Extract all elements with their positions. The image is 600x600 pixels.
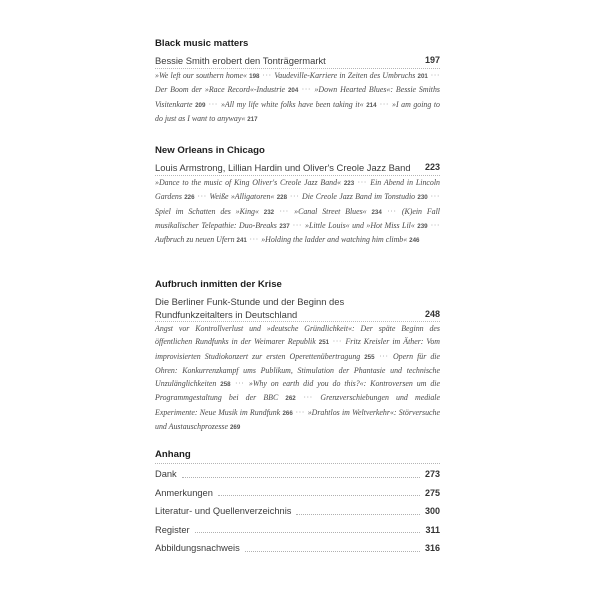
appendix-title: Anhang: [155, 449, 191, 460]
subsection-title: »Why on earth did you do this?«: Kontroversen um die Programmgestaltung bei der BBC: [155, 379, 440, 403]
subsection-page: 251: [318, 339, 330, 347]
appendix-label: Register: [155, 524, 190, 535]
separator: ···: [427, 192, 440, 202]
appendix-page: 275: [424, 487, 440, 498]
separator: ···: [354, 178, 371, 187]
subsection-title: Die Creole Jazz Band im Tonstudio: [302, 192, 416, 202]
subsection-page: 204: [287, 87, 299, 95]
subsection-page: 230: [417, 194, 428, 202]
subsection-title: »Canal Street Blues«: [294, 206, 367, 216]
subsection-page: 241: [236, 237, 247, 245]
subsection-title: »Drahtlos im Weltverkehr«: Störversuche und Austauschprozesse: [155, 407, 440, 432]
subsection-list: [155, 69, 440, 126]
separator: ···: [230, 379, 249, 389]
appendix-entry[interactable]: [155, 521, 440, 539]
subsection-page: 239: [417, 222, 428, 230]
appendix-entry[interactable]: [155, 502, 440, 520]
separator: ···: [292, 407, 308, 417]
chapter-entry[interactable]: [155, 161, 440, 174]
separator: ···: [376, 99, 393, 109]
chapter-page: 248: [424, 309, 440, 319]
subsection-entry[interactable]: [274, 71, 428, 80]
subsection-entry[interactable]: [261, 235, 419, 244]
chapter-page: 197: [424, 55, 440, 65]
separator: ···: [298, 85, 315, 95]
chapter-title: Die Berliner Funk-Stunde und der Beginn des Rundfunkzeitalters in Deutschland: [155, 296, 345, 320]
subsection-page: 266: [282, 409, 293, 417]
subsection-title: Opern für die Ohren: Konkurrenzkampf ums Publikum, Stimulation der Phantasie und technische Unzulänglichkeiten: [155, 351, 440, 389]
chapter-page: 223: [424, 162, 440, 172]
appendix-label: Dank: [155, 469, 177, 479]
separator: ···: [381, 206, 402, 216]
section-title: Black music matters: [155, 38, 249, 49]
divider: [155, 463, 440, 464]
separator: ···: [287, 192, 303, 202]
appendix-label: Abbildungsnachweis: [155, 543, 240, 553]
subsection-title: »Down Hearted Blues«: Bessie Smiths Visitenkarte: [155, 85, 440, 109]
subsection-entry[interactable]: [294, 207, 382, 216]
subsection-title: Angst vor Kontrollverlust und »deutsche Gründlichkeit«: Der späte Beginn des öffentlichen Rundfunks in der Weimarer Republik: [155, 324, 440, 347]
subsection-title: Aufbruch zu neuen Ufern: [155, 235, 235, 245]
subsection-title: »We left our southern home«: [155, 71, 247, 80]
separator: ···: [259, 71, 275, 80]
subsection-page: 234: [371, 208, 382, 216]
appendix-page: 300: [424, 506, 440, 516]
subsection-page: 228: [276, 194, 288, 202]
subsection-page: 246: [409, 237, 420, 245]
subsection-page: 214: [366, 101, 377, 109]
dot-leader: [296, 514, 420, 515]
section-title: Aufbruch inmitten der Krise: [155, 279, 282, 290]
subsection-title: (K)ein Fall musikalischer Telepathie: Duo-Breaks: [155, 206, 440, 230]
separator: ···: [427, 220, 440, 230]
subsection-entry[interactable]: [155, 235, 247, 244]
subsection-page: 237: [279, 222, 290, 230]
subsection-entry[interactable]: [155, 178, 354, 187]
dot-leader: [218, 495, 420, 496]
appendix-label: Literatur- und Quellenverzeichnis: [155, 506, 292, 516]
chapter-entry[interactable]: [155, 295, 440, 321]
subsection-title: Grenzverschiebungen und mediale Experimente: Neue Musik im Rundfunk: [155, 393, 440, 417]
subsection-list: [155, 176, 440, 247]
subsection-entry[interactable]: [210, 192, 287, 201]
separator: ···: [329, 337, 346, 347]
appendix-page: 273: [424, 469, 440, 479]
appendix-label: Anmerkungen: [155, 487, 213, 498]
subsection-title: Weiße »Alligatoren«: [209, 192, 275, 202]
subsection-title: Vaudeville-Karriere in Zeiten des Umbruchs: [274, 71, 416, 80]
separator: ···: [427, 71, 440, 80]
separator: ···: [374, 351, 393, 361]
dot-leader: [182, 477, 420, 478]
appendix-page: 316: [424, 543, 440, 553]
subsection-title: »Little Louis« und »Hot Miss Lil«: [305, 220, 415, 230]
separator: ···: [205, 99, 221, 109]
section-title: New Orleans in Chicago: [155, 145, 265, 156]
subsection-entry[interactable]: [221, 100, 377, 109]
subsection-page: 201: [417, 73, 428, 80]
subsection-page: 255: [364, 353, 375, 361]
subsection-page: 223: [343, 180, 355, 187]
subsection-title: Fritz Kreisler im Äther: Vom improvisierten Studiokonzert zur ersten Operettenübertragung: [155, 337, 440, 361]
subsection-entry[interactable]: [155, 85, 298, 94]
appendix-page: 311: [425, 524, 440, 535]
subsection-page: 262: [285, 395, 296, 403]
subsection-entry[interactable]: [305, 221, 428, 230]
separator: ···: [246, 235, 262, 245]
subsection-page: 198: [249, 73, 260, 80]
subsection-page: 209: [195, 101, 206, 109]
subsection-title: »Dance to the music of King Oliver's Creole Jazz Band«: [155, 178, 342, 187]
separator: ···: [194, 192, 210, 202]
subsection-title: »Holding the ladder and watching him climb«: [261, 235, 408, 245]
subsection-title: Ein Abend in Lincoln Gardens: [155, 178, 440, 202]
appendix-entry[interactable]: [155, 539, 440, 557]
subsection-page: 232: [263, 208, 275, 216]
subsection-entry[interactable]: [302, 192, 428, 201]
dot-leader: [195, 532, 421, 533]
subsection-title: »I am going to do just as I want to anyway«: [155, 99, 440, 123]
subsection-list: [155, 322, 440, 434]
chapter-title: Bessie Smith erobert den Tonträgermarkt: [155, 55, 326, 66]
appendix-entry[interactable]: [155, 484, 440, 502]
subsection-title: Spiel im Schatten des »King«: [155, 206, 259, 216]
subsection-entry[interactable]: [155, 71, 259, 80]
appendix-entry[interactable]: [155, 465, 440, 483]
subsection-entry[interactable]: [155, 207, 274, 216]
subsection-title: »All my life white folks have been taking it«: [220, 99, 364, 109]
subsection-page: 226: [184, 194, 195, 202]
dot-leader: [245, 551, 420, 552]
chapter-entry[interactable]: [155, 54, 440, 67]
separator: ···: [274, 206, 295, 216]
subsection-page: 217: [247, 115, 258, 123]
subsection-page: 269: [229, 424, 241, 432]
chapter-title: Louis Armstrong, Lillian Hardin und Oliver's Creole Jazz Band: [155, 162, 411, 173]
subsection-page: 258: [220, 381, 231, 389]
separator: ···: [289, 220, 306, 230]
subsection-title: Der Boom der »Race Record«-Industrie: [155, 85, 286, 95]
separator: ···: [295, 393, 321, 403]
